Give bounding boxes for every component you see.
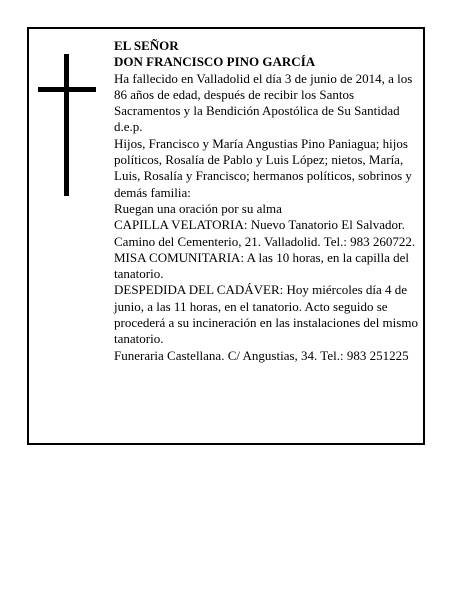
farewell-info: DESPEDIDA DEL CADÁVER: Hoy miércoles día 4 de junio, a las 11 horas, en el tanatorio. Acto seguido se procederá a su incineración en las instalaciones del mismo tanatorio. — [114, 282, 418, 347]
deceased-name: DON FRANCISCO PINO GARCÍA — [114, 54, 316, 70]
cross-vertical-bar — [64, 54, 69, 196]
cross-horizontal-bar — [38, 87, 96, 92]
notice-body — [114, 38, 420, 364]
notice-heading-title: EL SEÑOR — [114, 38, 179, 53]
funeral-home-info: Funeraria Castellana. C/ Angustias, 34. Tel.: 983 251225 — [114, 347, 409, 363]
latin-cross-icon — [38, 54, 96, 196]
wake-chapel-info: CAPILLA VELATORIA: Nuevo Tanatorio El Salvador. Camino del Cementerio, 21. Valladolid. Tel.: 983 260722. MISA COMUNITARIA: A las 10 horas, en la capilla del tanatorio. — [114, 217, 416, 282]
death-announcement: Ha fallecido en Valladolid el día 3 de junio de 2014, a los 86 años de edad, después de recibir los Santos Sacramentos y la Bendición Apostólica de Su Santidad d.e.p. — [114, 70, 413, 135]
family-list: Hijos, Francisco y María Angustias Pino Paniagua; hijos políticos, Rosalía de Pablo y Luis López; nietos, María, Luis, Rosalía y Francisco; hermanos políticos, sobrinos y demás familia: — [114, 135, 412, 200]
prayer-request: Ruegan una oración por su alma — [114, 200, 282, 216]
